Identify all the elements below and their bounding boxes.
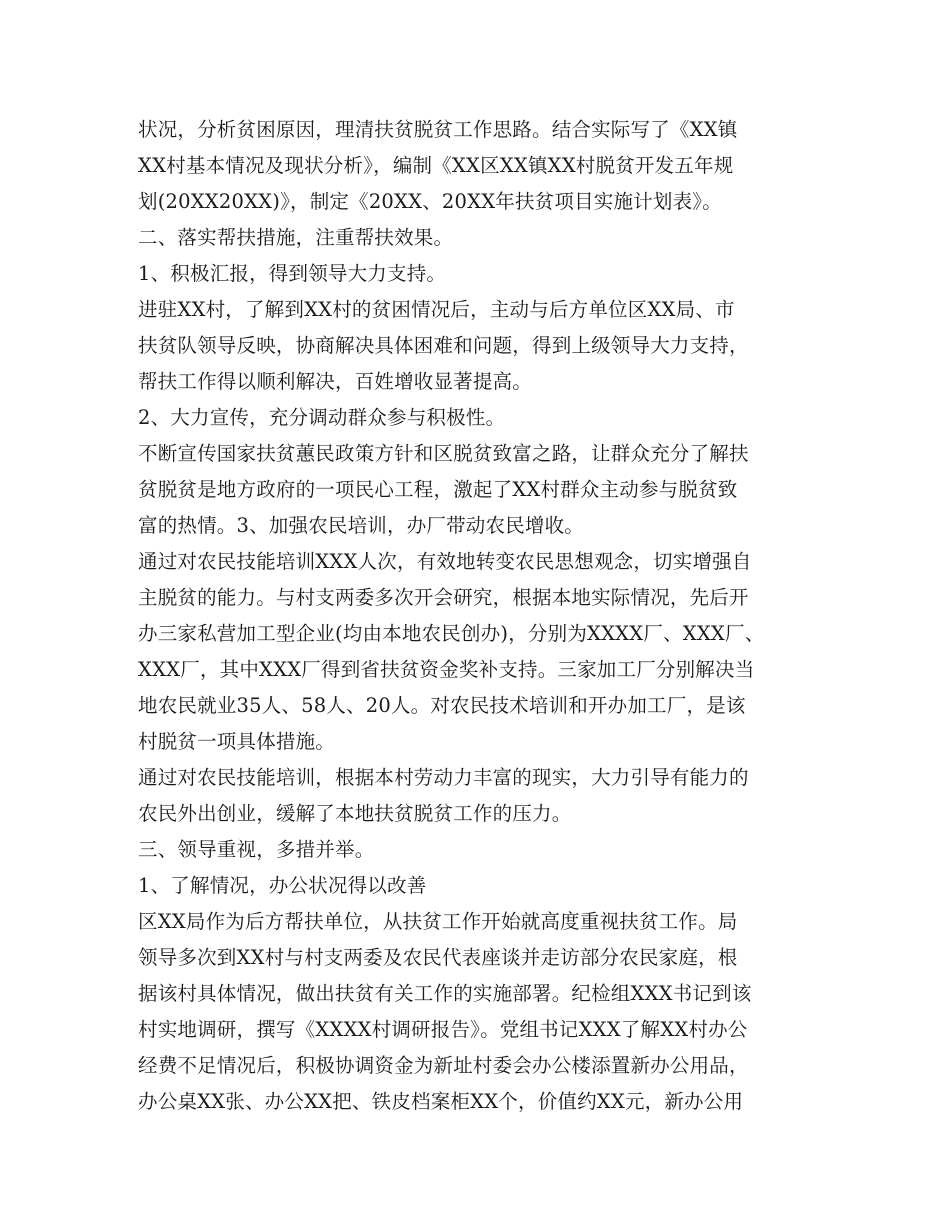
text-line: 办公桌XX张、办公XX把、铁皮档案柜XX个，价值约XX元，新办公用 xyxy=(138,1090,744,1113)
text-line: 据该村具体情况，做出扶贫有关工作的实施部署。纪检组XXX书记到该 xyxy=(138,982,752,1005)
text-line: 领导多次到XX村与村支两委及农民代表座谈并走访部分农民家庭，根 xyxy=(138,946,738,969)
text-line: 通过对农民技能培训，根据本村劳动力丰富的现实，大力引导有能力的 xyxy=(138,766,749,789)
text-line: 主脱贫的能力。与村支两委多次开会研究，根据本地实际情况，先后开 xyxy=(138,586,749,609)
text-line: 富的热情。3、加强农民培训，办厂带动农民增收。 xyxy=(138,514,585,537)
document-body xyxy=(138,112,818,1120)
text-line: 村实地调研，撰写《XXXX村调研报告》。党组书记XXX了解XX村办公 xyxy=(138,1018,748,1041)
text-line: 不断宣传国家扶贫蕙民政策方针和区脱贫致富之路，让群众充分了解扶 xyxy=(138,442,749,465)
subsection-heading: 1、了解情况，办公状况得以改善 xyxy=(138,874,427,897)
section-heading: 三、领导重视，多措并举。 xyxy=(138,838,375,861)
text-line: 区XX局作为后方帮扶单位，从扶贫工作开始就高度重视扶贫工作。局 xyxy=(138,910,738,933)
text-line: 贫脱贫是地方政府的一项民心工程，激起了XX村群众主动参与脱贫致 xyxy=(138,478,738,501)
text-line: 经费不足情况后，积极协调资金为新址村委会办公楼添置新办公用品， xyxy=(138,1054,749,1077)
text-line: 地农民就业35人、58人、20人。对农民技术培训和开办加工厂，是该 xyxy=(138,694,746,717)
subsection-heading: 1、积极汇报，得到领导大力支持。 xyxy=(138,262,447,285)
text-line: 农民外出创业，缓解了本地扶贫脱贫工作的压力。 xyxy=(138,802,572,825)
text-line: XXX厂，其中XXX厂得到省扶贫资金奖补支持。三家加工厂分别解决当 xyxy=(138,658,755,681)
text-line: 村脱贫一项具体措施。 xyxy=(138,730,336,753)
text-line: 划(20XX20XX)》，制定《20XX、20XX年扶贫项目实施计划表》。 xyxy=(138,190,722,213)
text-line: XX村基本情况及现状分析》，编制《XX区XX镇XX村脱贫开发五年规 xyxy=(138,154,734,177)
text-line: 进驻XX村，了解到XX村的贫困情况后，主动与后方单位区XX局、市 xyxy=(138,298,735,321)
section-heading: 二、落实帮扶措施，注重帮扶效果。 xyxy=(138,226,454,249)
subsection-heading: 2、大力宣传，充分调动群众参与积极性。 xyxy=(138,406,506,429)
text-line: 状况，分析贫困原因，理清扶贫脱贫工作思路。结合实际写了《XX镇 xyxy=(138,118,738,141)
text-line: 帮扶工作得以顺利解决，百姓增收显著提高。 xyxy=(138,370,533,393)
text-line: 通过对农民技能培训XXX人次，有效地转变农民思想观念，切实增强自 xyxy=(138,550,752,573)
text-line: 办三家私营加工型企业(均由本地农民创办)，分别为XXXX厂、XXX厂、 xyxy=(138,622,765,645)
text-line: 扶贫队领导反映，协商解决具体困难和问题，得到上级领导大力支持， xyxy=(138,334,749,357)
